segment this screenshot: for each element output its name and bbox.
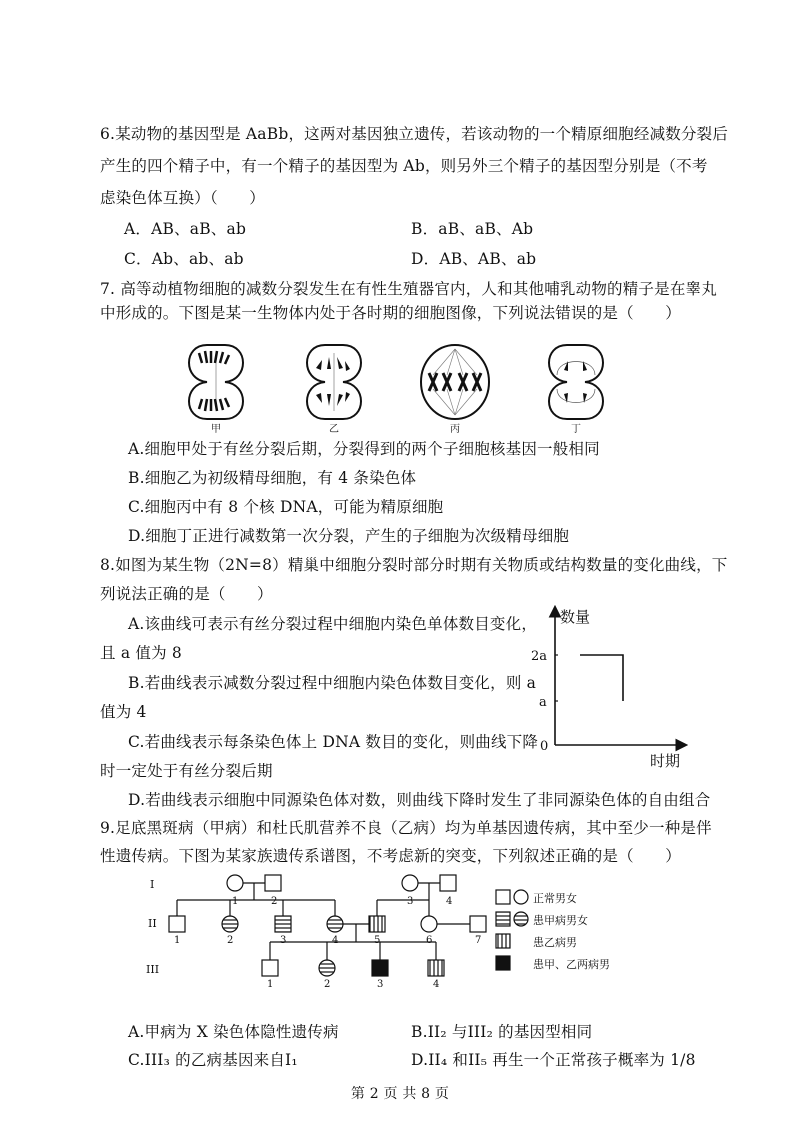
- pedigree-II7: [470, 916, 486, 932]
- pedigree-II6: [421, 916, 437, 932]
- cell-label-yi: 乙: [329, 424, 339, 435]
- num-III3: 3: [377, 979, 384, 990]
- q8-option-c-line-1: C.若曲线表示每条染色体上 DNA 数目的变化，则曲线下降: [128, 733, 539, 751]
- gen-label-3: III: [146, 963, 160, 976]
- q9-stem-line-2: 性遗传病。下图为某家族遗传系谱图，不考虑新的突变，下列叙述正确的是（ ）: [100, 847, 681, 865]
- q9-option-b: B.II₂ 与III₂ 的基因型相同: [411, 1023, 593, 1041]
- pedigree-II1: [169, 916, 185, 932]
- q7-option-a: A.细胞甲处于有丝分裂后期，分裂得到的两个子细胞核基因一般相同: [128, 440, 600, 458]
- graph-tick-2a: 2a: [531, 649, 548, 664]
- pedigree-II4: [327, 916, 343, 932]
- cell-yi-image: [307, 345, 361, 419]
- graph-ylabel: 数量: [560, 608, 591, 626]
- num-I2: 2: [271, 896, 278, 907]
- graph-origin: 0: [540, 739, 549, 754]
- q9-option-d: D.II₄ 和II₅ 再生一个正常孩子概率为 1/8: [411, 1051, 696, 1069]
- gen-label-1: I: [150, 878, 155, 891]
- q9-pedigree: [140, 870, 630, 990]
- q8-option-c-line-2: 时一定处于有丝分裂后期: [100, 762, 273, 780]
- legend-yi: 患乙病男: [533, 936, 577, 949]
- graph-tick-a: a: [539, 695, 547, 710]
- pedigree-III3: [372, 960, 388, 976]
- graph-curve: [580, 655, 623, 701]
- pedigree-III2: [319, 960, 335, 976]
- num-II4: 4: [332, 935, 339, 946]
- q9-option-a: A.甲病为 X 染色体隐性遗传病: [128, 1023, 339, 1041]
- cell-label-jia: 甲: [211, 424, 221, 435]
- legend-jia: 患甲病男女: [533, 914, 588, 927]
- q7-option-d: D.细胞丁正进行减数第一次分裂，产生的子细胞为次级精母细胞: [128, 527, 570, 545]
- num-II5: 5: [374, 935, 381, 946]
- legend-normal: 正常男女: [533, 892, 577, 905]
- pedigree-I3: [402, 875, 418, 891]
- q6-stem-line-1: 6.某动物的基因型是 AaBb，这两对基因独立遗传，若该动物的一个精原细胞经减数分裂后: [100, 125, 729, 143]
- num-I3: 3: [407, 896, 414, 907]
- q8-option-b-line-1: B.若曲线表示减数分裂过程中细胞内染色体数目变化，则 a: [128, 674, 537, 692]
- q6-option-c: C．Ab、ab、ab: [124, 250, 244, 268]
- legend-both: 患甲、乙两病男: [533, 958, 610, 971]
- cell-ding-image: [549, 345, 603, 419]
- num-I1: 1: [232, 896, 239, 907]
- q8-stem-line-2: 列说法正确的是（ ）: [100, 585, 273, 603]
- q8-option-a-line-2: 且 a 值为 8: [100, 644, 182, 662]
- num-II7: 7: [475, 935, 482, 946]
- pedigree-I2: [265, 875, 281, 891]
- num-II6: 6: [426, 935, 433, 946]
- cell-bing-image: [421, 345, 489, 419]
- pedigree-III1: [262, 960, 278, 976]
- q9-stem-line-1: 9.足底黑斑病（甲病）和杜氏肌营养不良（乙病）均为单基因遗传病，其中至少一种是伴: [100, 819, 712, 837]
- num-II1: 1: [174, 935, 181, 946]
- num-III2: 2: [324, 979, 331, 990]
- q7-option-c: C.细胞丙中有 8 个核 DNA，可能为精原细胞: [128, 498, 444, 516]
- q7-stem-line-1: 7. 高等动植物细胞的减数分裂发生在有性生殖器官内，人和其他哺乳动物的精子是在睾丸: [100, 280, 717, 298]
- pedigree-I1: [227, 875, 243, 891]
- num-II2: 2: [227, 935, 234, 946]
- pedigree-II3: [275, 916, 291, 932]
- pedigree-III4: [428, 960, 444, 976]
- num-III1: 1: [267, 979, 274, 990]
- gen-label-2: II: [148, 917, 157, 930]
- graph-xlabel: 时期: [650, 752, 681, 770]
- num-II3: 3: [280, 935, 287, 946]
- q7-option-b: B.细胞乙为初级精母细胞，有 4 条染色体: [128, 469, 417, 487]
- q8-option-a-line-1: A.该曲线可表示有丝分裂过程中细胞内染色单体数目变化，: [128, 615, 538, 633]
- pedigree-legend: [496, 890, 610, 971]
- pedigree-I4: [440, 875, 456, 891]
- q6-option-b: B．aB、aB、Ab: [411, 220, 534, 238]
- pedigree-II2: [222, 916, 238, 932]
- q6-stem-line-2: 产生的四个精子中，有一个精子的基因型为 Ab，则另外三个精子的基因型分别是（不考: [100, 157, 708, 175]
- q6-option-a: A．AB、aB、ab: [124, 220, 247, 238]
- q8-stem-line-1: 8.如图为某生物（2N=8）精巢中细胞分裂时部分时期有关物质或结构数量的变化曲线，下: [100, 556, 728, 574]
- q8-graph: [525, 600, 700, 770]
- q8-option-b-line-2: 值为 4: [100, 703, 147, 721]
- pedigree-II5: [369, 916, 385, 932]
- page-footer: 第 2 页 共 8 页: [350, 1086, 450, 1102]
- q8-option-d: D.若曲线表示细胞中同源染色体对数，则曲线下降时发生了非同源染色体的自由组合: [128, 791, 711, 809]
- q6-stem-line-3: 虑染色体互换）（ ）: [100, 189, 265, 207]
- num-III4: 4: [433, 979, 440, 990]
- q9-option-c: C.III₃ 的乙病基因来自I₁: [128, 1051, 298, 1069]
- cell-jia-image: [189, 345, 243, 419]
- q6-option-d: D．AB、AB、ab: [411, 250, 537, 268]
- num-I4: 4: [446, 896, 453, 907]
- q7-cell-figure: [185, 335, 625, 435]
- q7-stem-line-2: 中形成的。下图是某一生物体内处于各时期的细胞图像，下列说法错误的是（ ）: [100, 304, 681, 322]
- cell-label-ding: 丁: [571, 424, 581, 435]
- cell-label-bing: 丙: [450, 424, 460, 435]
